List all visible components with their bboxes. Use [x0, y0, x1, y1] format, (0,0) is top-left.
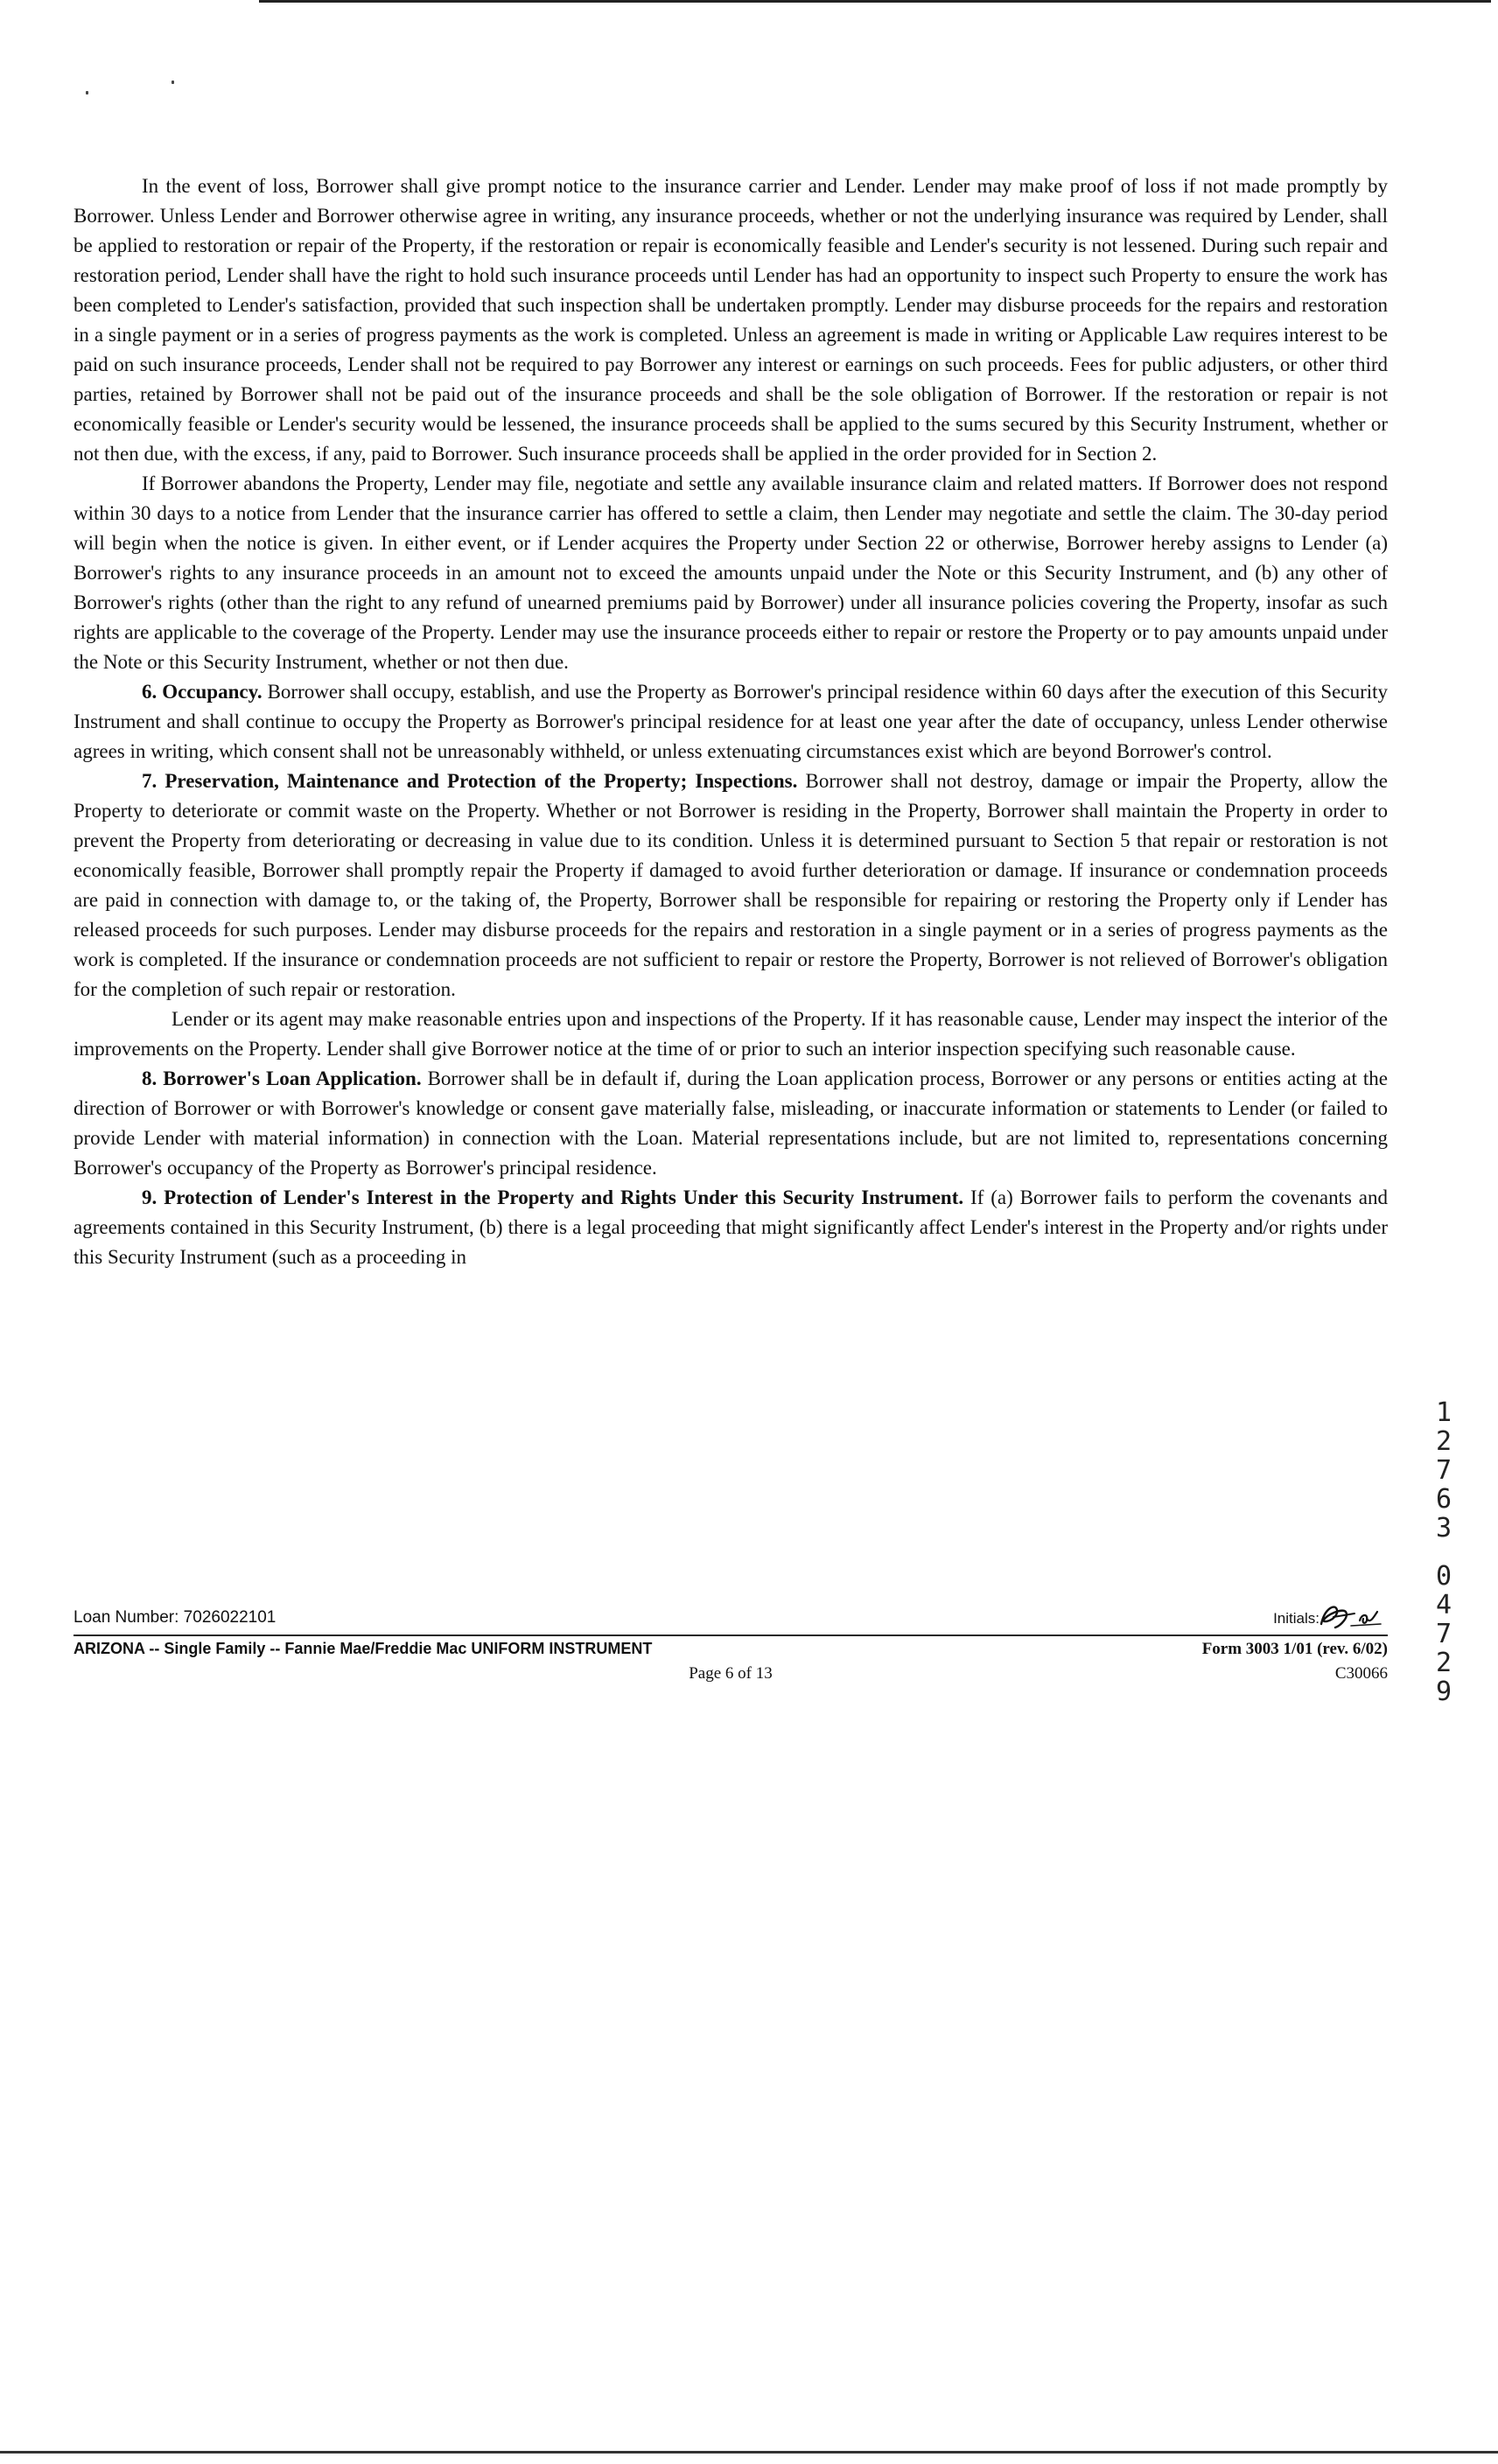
recording-number-stamp: [1432, 1398, 1456, 1706]
loan-number: Loan Number: 7026022101: [74, 1608, 276, 1627]
stamp-digit: 1: [1435, 1397, 1452, 1428]
stamp-digit: 7: [1435, 1619, 1452, 1649]
section-text: Borrower shall be in default if, during the Loan application process, Borrower or any persons or entities acting at the direction of Borrower or with Borrower's knowledge or consent gave materially false, misleading, or inaccurate information or statements to Lender (or failed to provide Lender with material information) in connection with the Loan. Material representations include, but are not limited to, representations concerning Borrower's occupancy of the Property as Borrower's principal residence.: [74, 1068, 1388, 1179]
stamp-digit: 2: [1435, 1648, 1452, 1678]
stamp-digit: 4: [1435, 1590, 1452, 1620]
section-heading: 6. Occupancy.: [142, 681, 262, 703]
footer-loan-row: [74, 1606, 1388, 1633]
form-code: C30066: [1334, 1664, 1388, 1683]
paragraph-abandon: If Borrower abandons the Property, Lender may file, negotiate and settle any available insurance claim and related matters. If Borrower does not respond within 30 days to a notice from Lender that the insurance carrier has offered to settle a claim, then Lender may negotiate and settle the claim. The 30-day period will begin when the notice is given. In either event, or if Lender acquires the Property under Section 22 or otherwise, Borrower hereby assigns to Lender (a) Borrower's rights to any insurance proceeds in an amount not to exceed the amounts unpaid under the Note or this Security Instrument, and (b) any other of Borrower's rights (other than the right to any refund of unearned premiums paid by Borrower) under all insurance policies covering the Property, insofar as such rights are applicable to the coverage of the Property. Lender may use the insurance proceeds either to repair or restore the Property or to pay amounts unpaid under the Note or this Security Instrument, whether or not then due.: [74, 472, 1388, 673]
section-heading: 8. Borrower's Loan Application.: [142, 1068, 422, 1089]
section-8-loan-application: [74, 1064, 1388, 1183]
scan-top-edge: [259, 0, 1491, 3]
stamp-digit: 0: [1435, 1561, 1452, 1592]
section-7-preservation: [74, 766, 1388, 1004]
footer-divider: [74, 1634, 1388, 1636]
section-heading: 7. Preservation, Maintenance and Protection of the Property; Inspections.: [142, 770, 798, 792]
section-text: If (a) Borrower fails to perform the covenants and agreements contained in this Security Instrument, (b) there is a legal proceeding that might significantly affect Lender's interest in the Property and/or rights under this Security Instrument (such as a proceeding in: [74, 1186, 1389, 1268]
page-number: Page 6 of 13: [689, 1664, 773, 1683]
stamp-digit: 2: [1435, 1426, 1452, 1457]
form-title: ARIZONA -- Single Family -- Fannie Mae/Freddie Mac UNIFORM INSTRUMENT: [74, 1640, 653, 1657]
scan-speck: [172, 80, 174, 84]
footer-form-row: [74, 1640, 1388, 1701]
stamp-digit: 3: [1435, 1513, 1452, 1544]
stamp-digit: 7: [1435, 1455, 1452, 1486]
paragraph-lender-agent: Lender or its agent may make reasonable entries upon and inspections of the Property. If it has reasonable cause, Lender may inspect the interior of the improvements on the Property. Lender shall give Borrower notice at the time of or prior to such an interior inspection specifying such reasonable cause.: [74, 1008, 1388, 1060]
scan-speck: [86, 91, 88, 94]
section-6-occupancy: [74, 677, 1388, 766]
stamp-digit: 9: [1435, 1676, 1452, 1707]
stamp-gap: [1432, 1543, 1456, 1562]
section-heading: 9. Protection of Lender's Interest in the Property and Rights Under this Security Instrument.: [142, 1186, 964, 1208]
stamp-digit: 6: [1435, 1484, 1452, 1515]
form-id: Form 3003 1/01 (rev. 6/02): [1201, 1640, 1388, 1658]
paragraph-loss-notice: In the event of loss, Borrower shall give prompt notice to the insurance carrier and Lender. Lender may make proof of loss if not made promptly by Borrower. Unless Lender and Borrower otherwise agree in writing, any insurance proceeds, whether or not the underlying insurance was required by Lender, shall be applied to restoration or repair of the Property, if the restoration or repair is economically feasible and Lender's security is not lessened. During such repair and restoration period, Lender shall have the right to hold such insurance proceeds until Lender has had an opportunity to inspect such Property to ensure the work has been completed to Lender's satisfaction, provided that such inspection shall be undertaken promptly. Lender may disburse proceeds for the repairs and restoration in a single payment or in a series of progress payments as the work is completed. Unless an agreement is made in writing or Applicable Law requires interest to be paid on such insurance proceeds, Lender shall not be required to pay Borrower any interest or earnings on such proceeds. Fees for public adjusters, or other third parties, retained by Borrower shall not be paid out of the insurance proceeds and shall be the sole obligation of Borrower. If the restoration or repair is not economically feasible or Lender's security would be lessened, the insurance proceeds shall be applied to the sums secured by this Security Instrument, whether or not then due, with the excess, if any, paid to Borrower. Such insurance proceeds shall be applied in the order provided for in Section 2.: [74, 175, 1388, 465]
initials-signature: [1316, 1598, 1384, 1633]
section-text: Borrower shall not destroy, damage or impair the Property, allow the Property to deteriorate or commit waste on the Property. Whether or not Borrower is residing in the Property, Borrower shall maintain the Property in order to prevent the Property from deteriorating or decreasing in value due to its condition. Unless it is determined pursuant to Section 5 that repair or restoration is not economically feasible, Borrower shall promptly repair the Property if damaged to avoid further deterioration or damage. If insurance or condemnation proceeds are paid in connection with damage to, or the taking of, the Property, Borrower shall be responsible for repairing or restoring the Property only if Lender has released proceeds for such purposes. Lender may disburse proceeds for the repairs and restoration in a single payment or in a series of progress payments as the work is completed. If the insurance or condemnation proceeds are not sufficient to repair or restore the Property, Borrower is not relieved of Borrower's obligation for the completion of such repair or restoration.: [74, 770, 1389, 1000]
scan-bottom-edge: [0, 2451, 1498, 2454]
section-text: Borrower shall occupy, establish, and use the Property as Borrower's principal residence within 60 days after the execution of this Security Instrument and shall continue to occupy the Property as Borrower's principal residence for at least one year after the date of occupancy, unless Lender otherwise agrees in writing, which consent shall not be unreasonably withheld, or unless extenuating circumstances exist which are beyond Borrower's control.: [74, 681, 1389, 762]
document-body: [74, 172, 1388, 1272]
section-9-protection: [74, 1183, 1388, 1272]
initials-label: Initials:: [1273, 1610, 1320, 1627]
